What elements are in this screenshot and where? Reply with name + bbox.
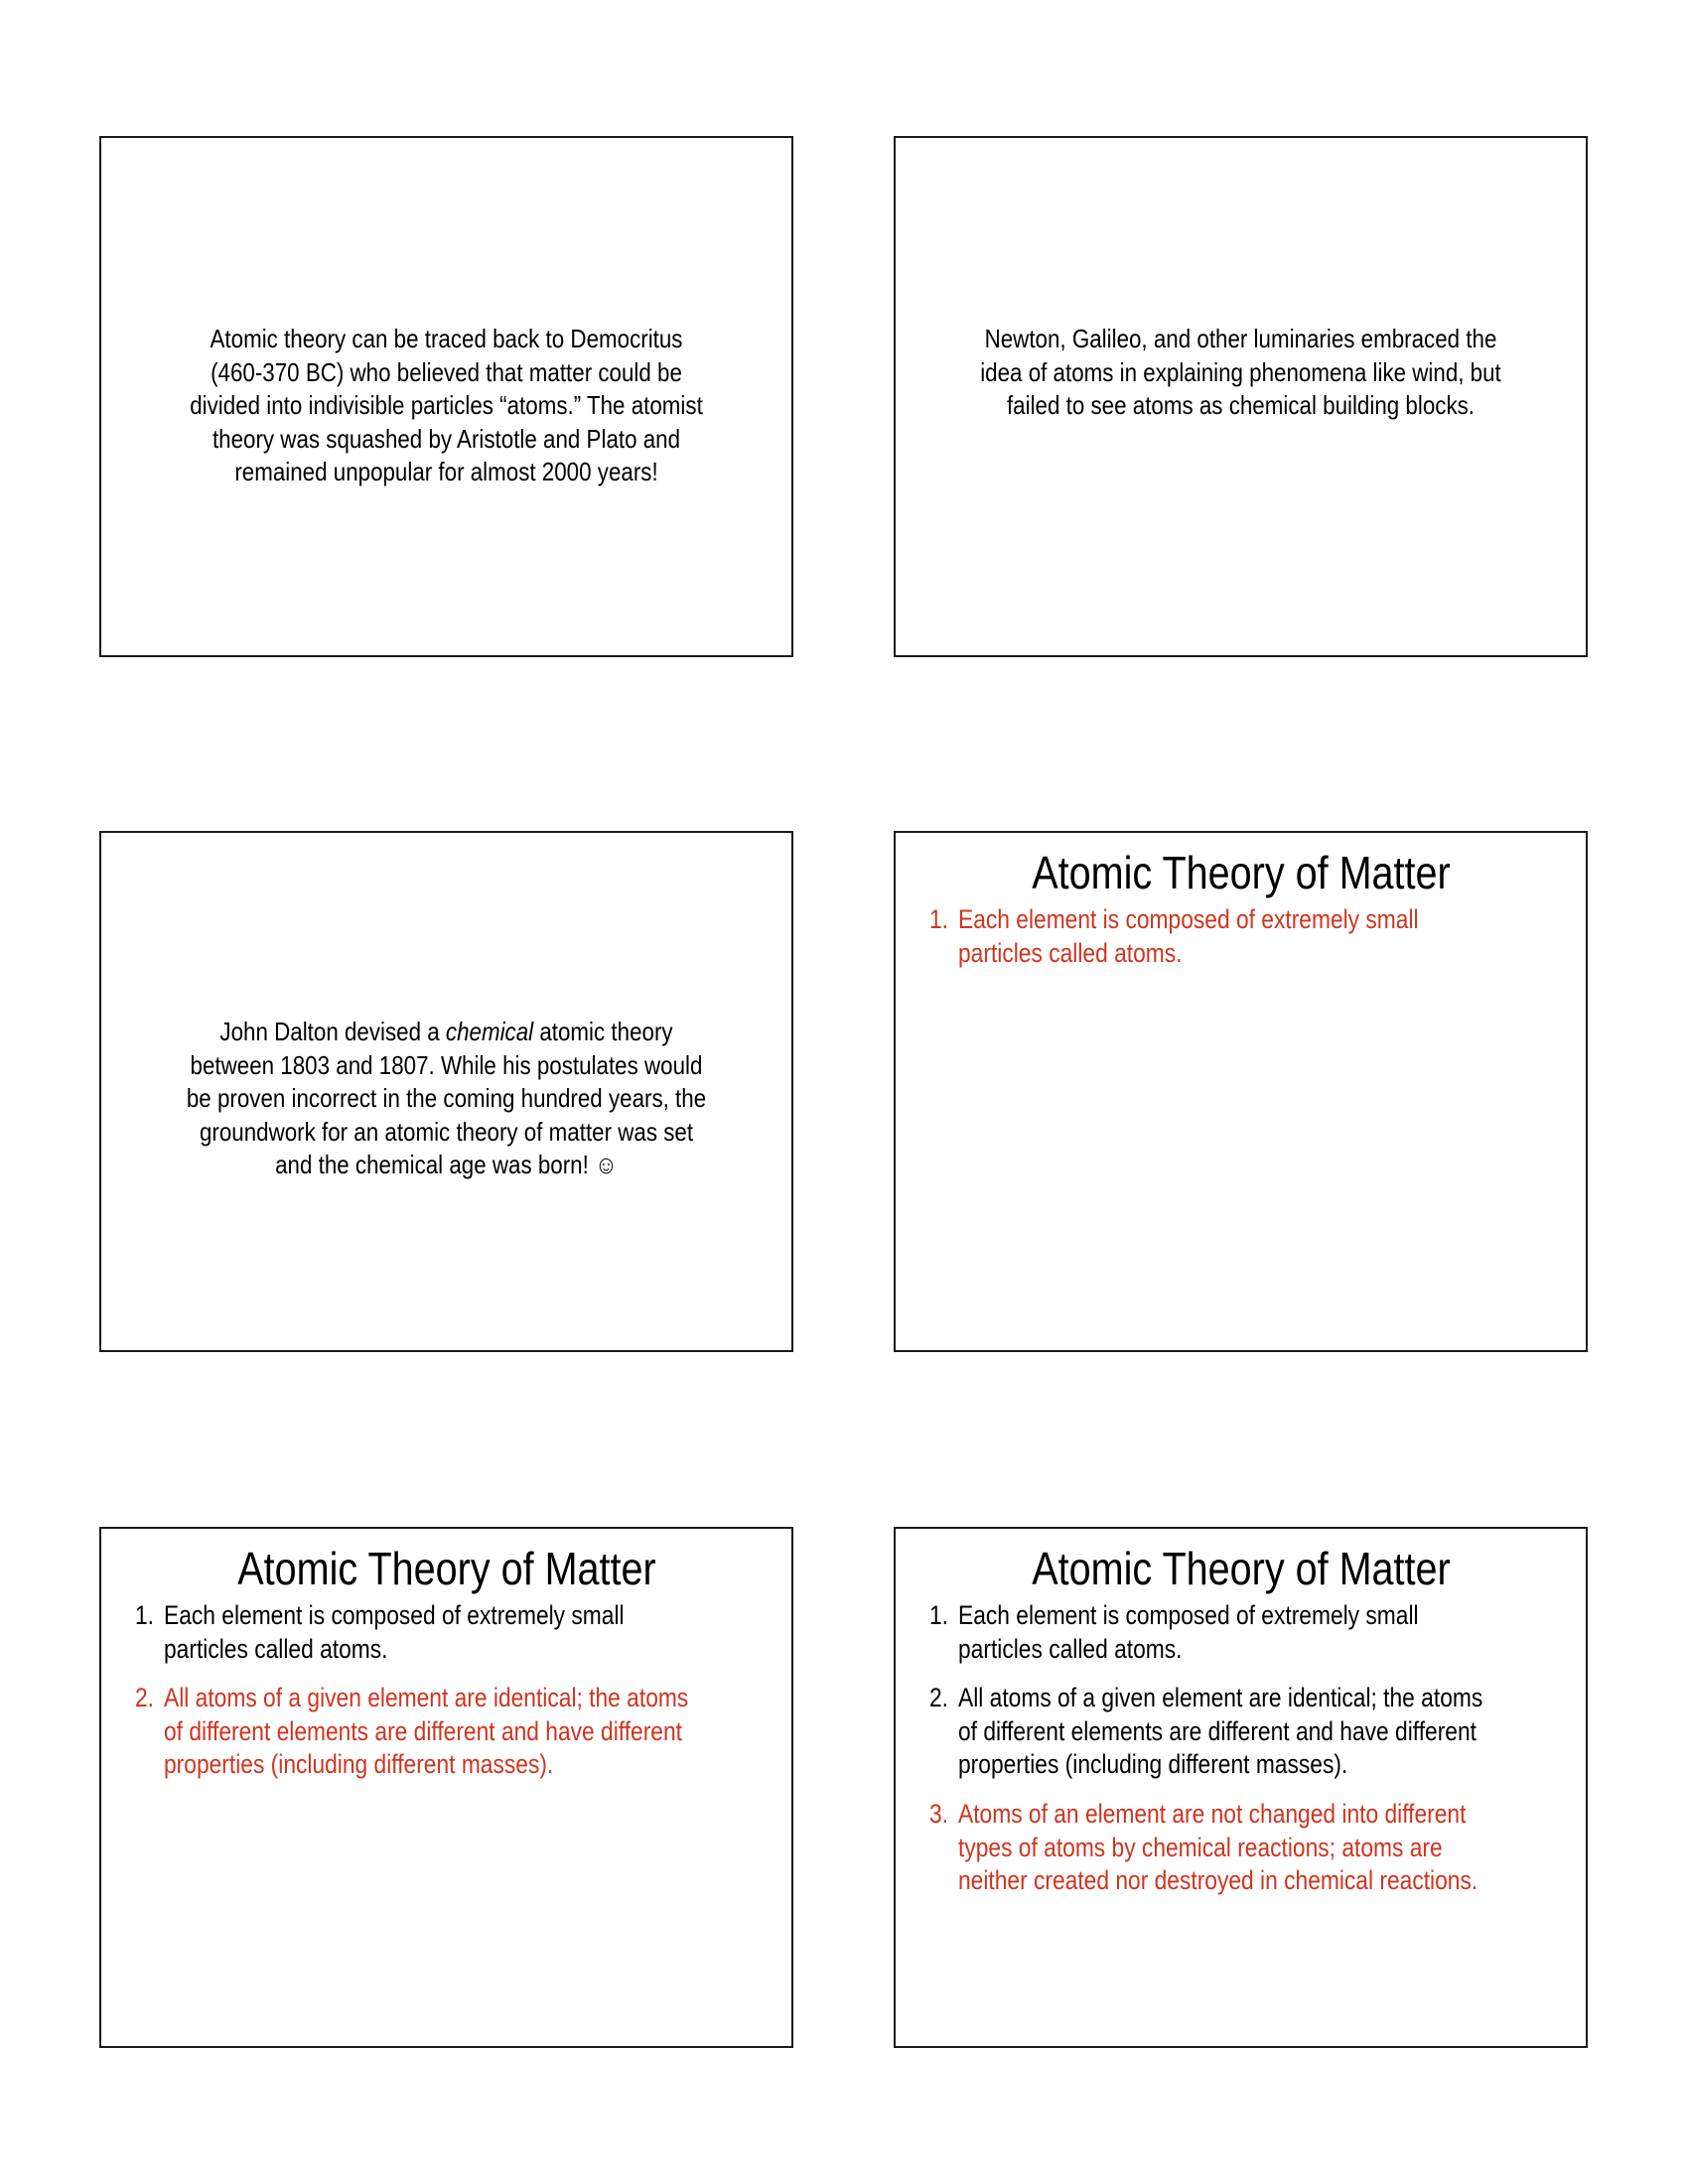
- text-line-with-smiley-icon: and the chemical age was born! ☺: [275, 1150, 618, 1180]
- text-line: Newton, Galileo, and other luminaries embraced the: [984, 324, 1497, 353]
- item-line: of different elements are different and have different: [164, 1715, 682, 1746]
- postulate-list: [929, 1599, 1575, 1914]
- slide-body: [101, 1016, 791, 1182]
- text-line-with-italic: [150, 1016, 744, 1049]
- slide-body: [101, 323, 791, 489]
- italic-word-chemical: chemical: [445, 1017, 534, 1046]
- text-line: between 1803 and 1807. While his postulates would: [190, 1049, 703, 1080]
- item-line: Atoms of an element are not changed into different: [958, 1798, 1467, 1829]
- text-segment: John Dalton devised a: [219, 1017, 446, 1046]
- item-line: of different elements are different and have different: [958, 1715, 1477, 1746]
- text-line: idea of atoms in explaining phenomena like wind, but: [980, 356, 1501, 387]
- slide-title: [101, 1542, 791, 1595]
- list-item: [929, 1599, 1575, 1666]
- item-line: particles called atoms.: [958, 1633, 1183, 1664]
- item-number: 2.: [929, 1683, 949, 1713]
- item-line: Each element is composed of extremely small: [958, 1600, 1419, 1630]
- slide-4-atomic-theory-postulate-1: [894, 831, 1588, 1352]
- item-number: 1.: [929, 904, 949, 934]
- postulate-list: [135, 1599, 780, 1798]
- item-line: properties (including different masses).: [958, 1749, 1348, 1780]
- slide-body: [896, 323, 1586, 423]
- item-line: particles called atoms.: [958, 937, 1183, 968]
- item-number: 2.: [135, 1683, 155, 1713]
- text-line: Atomic theory can be traced back to Democritus: [210, 324, 683, 353]
- slide-title: [896, 1542, 1586, 1595]
- list-item: [135, 1599, 780, 1666]
- text-line: failed to see atoms as chemical building blocks.: [1006, 390, 1476, 421]
- slide-3-dalton: [99, 831, 793, 1352]
- item-line: Each element is composed of extremely small: [164, 1600, 625, 1630]
- item-line: neither created nor destroyed in chemical reactions.: [958, 1865, 1478, 1896]
- text-line: theory was squashed by Aristotle and Plato and: [211, 423, 681, 454]
- text-line: (460-370 BC) who believed that matter could be: [211, 356, 682, 387]
- item-line: All atoms of a given element are identical; the atoms: [958, 1683, 1483, 1713]
- slide-title-text: Atomic Theory of Matter: [1031, 847, 1451, 898]
- postulate-list: [929, 903, 1575, 986]
- slide-6-atomic-theory-postulate-3: [894, 1527, 1588, 2048]
- list-item-highlighted: [929, 903, 1575, 970]
- item-line: properties (including different masses).: [164, 1749, 554, 1780]
- list-item-highlighted: [135, 1682, 780, 1782]
- item-line: particles called atoms.: [164, 1633, 388, 1664]
- item-number: 1.: [135, 1600, 155, 1630]
- slide-title-text: Atomic Theory of Matter: [236, 1543, 656, 1594]
- slide-1-democritus: [99, 136, 793, 657]
- slide-title: [896, 846, 1586, 899]
- text-line: be proven incorrect in the coming hundred years, the: [186, 1083, 707, 1114]
- text-segment: atomic theory: [533, 1017, 673, 1046]
- text-line: divided into indivisible particles “atoms.” The atomist: [190, 390, 703, 421]
- slide-2-newton-galileo: [894, 136, 1588, 657]
- list-item-highlighted: [929, 1798, 1575, 1898]
- slide-5-atomic-theory-postulate-2: [99, 1527, 793, 2048]
- item-number: 1.: [929, 1600, 949, 1630]
- slide-title-text: Atomic Theory of Matter: [1031, 1543, 1451, 1594]
- text-line: remained unpopular for almost 2000 years!: [234, 457, 658, 487]
- item-line: types of atoms by chemical reactions; atoms are: [958, 1832, 1443, 1862]
- item-line: Each element is composed of extremely small: [958, 904, 1419, 934]
- item-number: 3.: [929, 1798, 949, 1829]
- item-line: All atoms of a given element are identical; the atoms: [164, 1683, 689, 1713]
- list-item: [929, 1682, 1575, 1782]
- text-line: groundwork for an atomic theory of matter was set: [199, 1116, 694, 1147]
